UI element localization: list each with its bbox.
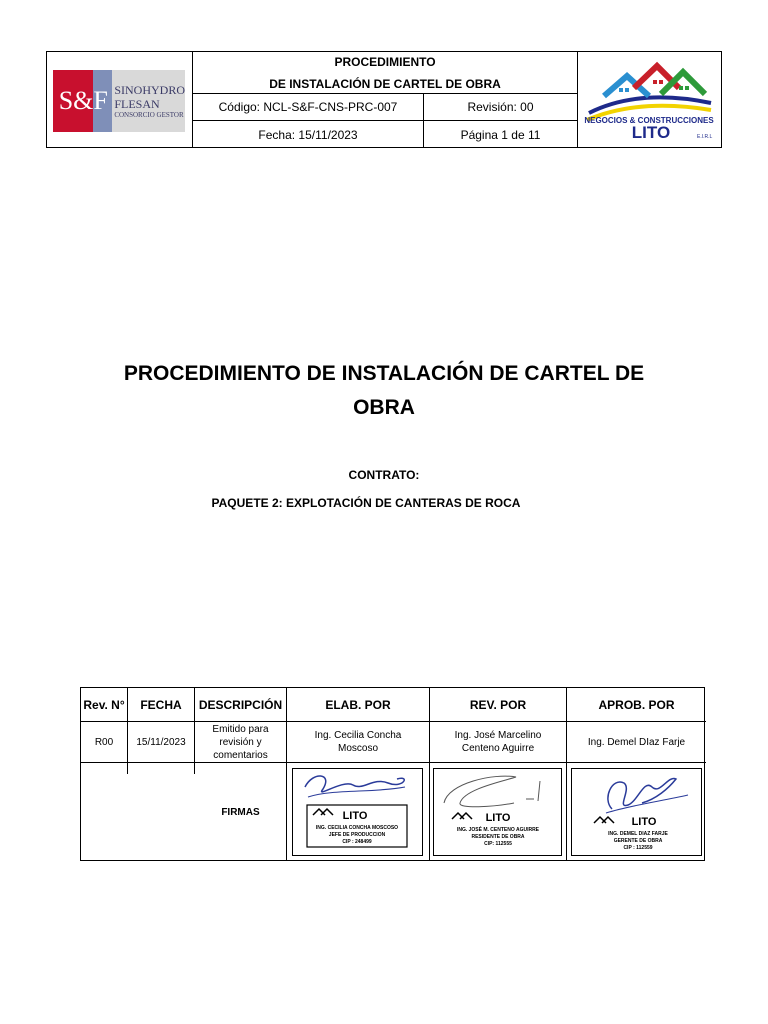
lito-line1: NEGOCIOS & CONSTRUCCIONES — [584, 116, 714, 125]
stamp-rev-cip: CIP: 112555 — [484, 841, 512, 847]
page-title-line1: PROCEDIMIENTO DE INSTALACIÓN DE CARTEL DE — [123, 362, 645, 385]
signature-stamp-elab — [293, 769, 422, 853]
page-title-line2: OBRA — [353, 396, 415, 419]
header-codigo: Código: NCL-S&F-CNS-PRC-007 — [218, 100, 398, 114]
col-header-rev: Rev. N° — [83, 697, 125, 712]
header-title-line1: PROCEDIMIENTO — [334, 54, 436, 69]
paquete-label: PAQUETE 2: EXPLOTACIÓN DE CANTERAS DE ROCA — [211, 496, 521, 510]
logo-line-sinohydro: SINOHYDRO — [114, 82, 185, 97]
lito-company-logo — [579, 58, 719, 144]
col-header-fecha: FECHA — [140, 697, 182, 712]
stamp-elab-role: JEFE DE PRODUCCION — [328, 832, 386, 838]
stamp-elab-brand: LITO — [342, 810, 368, 822]
cell-descripcion: Emitido para revisión y comentarios — [212, 723, 269, 761]
stamp-aprob-role: GERENTE DE OBRA — [613, 838, 663, 844]
stamp-rev-brand: LITO — [485, 812, 511, 824]
cell-firmas-label: FIRMAS — [221, 806, 260, 818]
cell-aprob: Ing. Demel DIaz Farje — [587, 736, 686, 748]
header-pagina: Página 1 de 11 — [460, 127, 541, 142]
lito-line2: LITO — [631, 123, 671, 142]
header-title — [193, 52, 577, 93]
contrato-label: CONTRATO: — [348, 468, 420, 482]
signature-stamp-aprob — [572, 769, 701, 853]
header-title-line2: DE INSTALACIÓN DE CARTEL DE OBRA — [269, 76, 501, 91]
stamp-aprob-cip: CIP : 112559 — [623, 845, 653, 851]
stamp-aprob-name: ING. DEMEL DIAZ FARJE — [608, 831, 668, 837]
col-header-aprob: APROB. POR — [598, 697, 675, 712]
signature-elab — [292, 768, 423, 856]
page-title — [100, 357, 668, 425]
signature-stamp-rev — [434, 769, 561, 853]
col-header-descripcion: DESCRIPCIÓN — [198, 697, 283, 712]
stamp-rev-role: RESIDENTE DE OBRA — [471, 834, 525, 840]
cell-fecha: 15/11/2023 — [136, 736, 186, 748]
cell-rev-por: Ing. José Marcelino Centeno Aguirre — [454, 730, 542, 754]
lito-line3: E.I.R.L — [697, 134, 713, 140]
stamp-elab-cip: CIP : 248499 — [342, 839, 372, 845]
sinohydro-flesan-logo: S& F SINOHYDRO FLESAN CONSORCIO GESTOR — [53, 70, 185, 132]
header-revision: Revisión: 00 — [467, 100, 534, 114]
stamp-aprob-brand: LITO — [631, 816, 657, 828]
col-header-rev-por: REV. POR — [469, 697, 527, 712]
col-header-elab: ELAB. POR — [325, 697, 391, 712]
stamp-rev-name: ING. JOSÉ M. CENTENO AGUIRRE — [456, 827, 540, 833]
signature-aprob — [571, 768, 702, 856]
document-header — [46, 51, 722, 148]
cell-elab: Ing. Cecilia Concha Moscoso — [314, 730, 402, 754]
signature-rev — [433, 768, 562, 856]
stamp-elab-name: ING. CECILIA CONCHA MOSCOSO — [315, 825, 399, 831]
revision-table — [80, 687, 705, 861]
logo-line-consorcio: CONSORCIO GESTOR — [114, 110, 184, 119]
header-fecha: Fecha: 15/11/2023 — [258, 127, 358, 142]
logo-line-flesan: FLESAN — [114, 96, 160, 111]
cell-rev: R00 — [94, 736, 114, 748]
